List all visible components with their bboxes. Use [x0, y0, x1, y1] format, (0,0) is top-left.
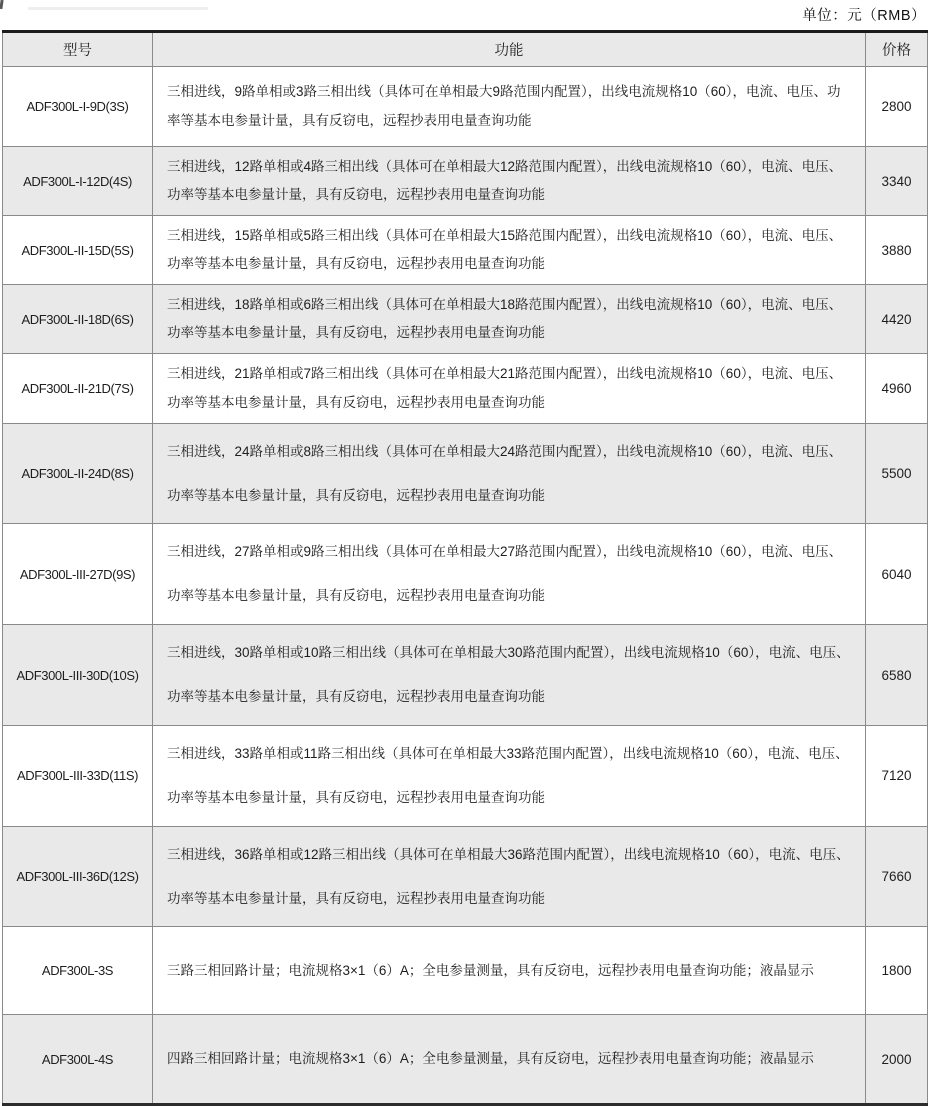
price-cell: 6580 — [866, 625, 928, 726]
function-cell: 三相进线，36路单相或12路三相出线（具体可在单相最大36路范围内配置），出线电流规格10（60），电流、电压、功率等基本电参量计量，具有反窃电，远程抄表用电量查询功能 — [153, 826, 866, 927]
table-row — [3, 524, 928, 625]
model-cell: ADF300L-3S — [3, 927, 153, 1015]
price-table — [2, 30, 928, 1106]
table-row — [3, 826, 928, 927]
model-cell: ADF300L-II-15D(5S) — [3, 216, 153, 285]
model-cell: ADF300L-II-21D(7S) — [3, 354, 153, 423]
model-cell: ADF300L-I-12D(4S) — [3, 147, 153, 216]
unit-label: 单位：元（RMB） — [802, 8, 926, 24]
function-cell: 三相进线，27路单相或9路三相出线（具体可在单相最大27路范围内配置），出线电流规格10（60），电流、电压、功率等基本电参量计量，具有反窃电，远程抄表用电量查询功能 — [153, 524, 866, 625]
table-row — [3, 725, 928, 826]
price-cell: 1800 — [866, 927, 928, 1015]
table-row — [3, 67, 928, 147]
table-body — [3, 67, 928, 1105]
table-row — [3, 423, 928, 524]
table-row — [3, 927, 928, 1015]
scan-artifact-smudge — [28, 7, 208, 10]
model-cell: ADF300L-II-18D(6S) — [3, 285, 153, 354]
table-row — [3, 354, 928, 423]
model-cell: ADF300L-III-36D(12S) — [3, 826, 153, 927]
price-cell: 3880 — [866, 216, 928, 285]
header-model: 型号 — [3, 32, 153, 67]
header-row — [3, 32, 928, 67]
function-cell: 三相进线，12路单相或4路三相出线（具体可在单相最大12路范围内配置），出线电流规格10（60），电流、电压、功率等基本电参量计量，具有反窃电，远程抄表用电量查询功能 — [153, 147, 866, 216]
price-cell: 7120 — [866, 725, 928, 826]
model-cell: ADF300L-III-33D(11S) — [3, 725, 153, 826]
price-cell: 2800 — [866, 67, 928, 147]
price-cell: 4420 — [866, 285, 928, 354]
function-cell: 三相进线，33路单相或11路三相出线（具体可在单相最大33路范围内配置），出线电流规格10（60），电流、电压、功率等基本电参量计量，具有反窃电，远程抄表用电量查询功能 — [153, 725, 866, 826]
table-row — [3, 1015, 928, 1105]
model-cell: ADF300L-II-24D(8S) — [3, 423, 153, 524]
function-cell: 三相进线，15路单相或5路三相出线（具体可在单相最大15路范围内配置），出线电流规格10（60），电流、电压、功率等基本电参量计量，具有反窃电，远程抄表用电量查询功能 — [153, 216, 866, 285]
header-price: 价格 — [866, 32, 928, 67]
model-cell: ADF300L-4S — [3, 1015, 153, 1105]
function-cell: 三相进线，9路单相或3路三相出线（具体可在单相最大9路范围内配置），出线电流规格10（60），电流、电压、功率等基本电参量计量，具有反窃电，远程抄表用电量查询功能 — [153, 67, 866, 147]
table-row — [3, 285, 928, 354]
header-function: 功能 — [153, 32, 866, 67]
model-cell: ADF300L-III-30D(10S) — [3, 625, 153, 726]
price-cell: 5500 — [866, 423, 928, 524]
function-cell: 三相进线，24路单相或8路三相出线（具体可在单相最大24路范围内配置），出线电流规格10（60），电流、电压、功率等基本电参量计量，具有反窃电，远程抄表用电量查询功能 — [153, 423, 866, 524]
scan-artifact-mark — [0, 0, 4, 9]
model-cell: ADF300L-I-9D(3S) — [3, 67, 153, 147]
table-row — [3, 216, 928, 285]
table-row — [3, 625, 928, 726]
function-cell: 三相进线，21路单相或7路三相出线（具体可在单相最大21路范围内配置），出线电流规格10（60），电流、电压、功率等基本电参量计量，具有反窃电，远程抄表用电量查询功能 — [153, 354, 866, 423]
price-cell: 6040 — [866, 524, 928, 625]
price-cell: 3340 — [866, 147, 928, 216]
function-cell: 三相进线，18路单相或6路三相出线（具体可在单相最大18路范围内配置），出线电流规格10（60），电流、电压、功率等基本电参量计量，具有反窃电，远程抄表用电量查询功能 — [153, 285, 866, 354]
function-cell: 三路三相回路计量；电流规格3×1（6）A；全电参量测量，具有反窃电，远程抄表用电量查询功能；液晶显示 — [153, 927, 866, 1015]
table-header — [3, 32, 928, 67]
function-cell: 四路三相回路计量；电流规格3×1（6）A；全电参量测量，具有反窃电，远程抄表用电量查询功能；液晶显示 — [153, 1015, 866, 1105]
function-cell: 三相进线，30路单相或10路三相出线（具体可在单相最大30路范围内配置），出线电流规格10（60），电流、电压、功率等基本电参量计量，具有反窃电，远程抄表用电量查询功能 — [153, 625, 866, 726]
table-row — [3, 147, 928, 216]
price-cell: 4960 — [866, 354, 928, 423]
price-cell: 2000 — [866, 1015, 928, 1105]
price-cell: 7660 — [866, 826, 928, 927]
model-cell: ADF300L-III-27D(9S) — [3, 524, 153, 625]
